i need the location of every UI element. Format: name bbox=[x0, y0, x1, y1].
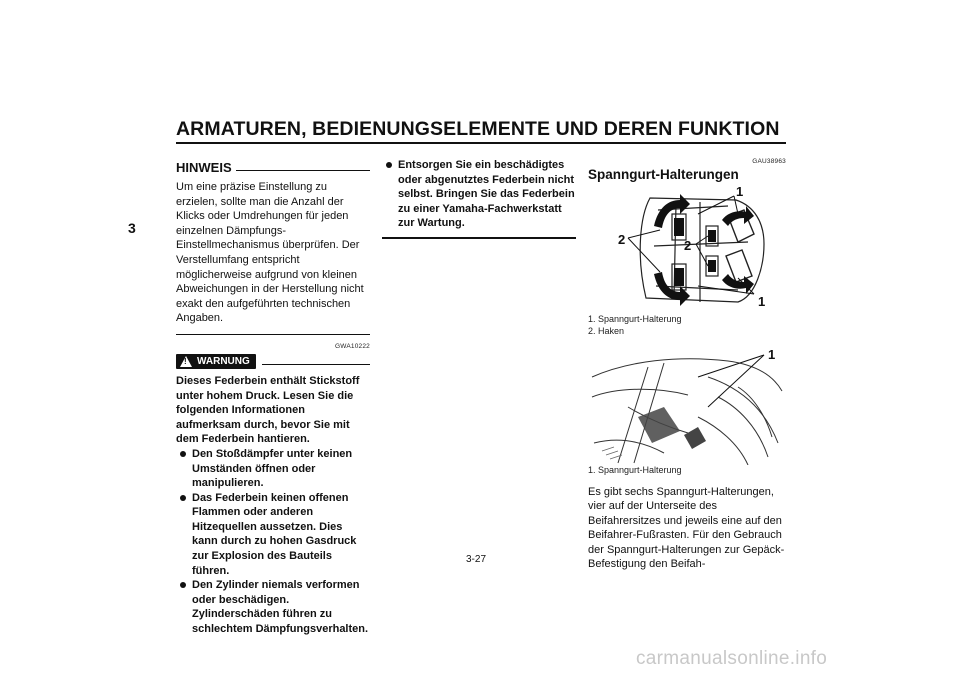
bullet-dot-icon bbox=[176, 578, 192, 636]
seat-underside-drawing bbox=[588, 186, 786, 314]
warning-triangle-icon: ! bbox=[180, 356, 192, 367]
figure-footrest bbox=[588, 347, 786, 465]
figure1-caption-1: 1. Spanngurt-Halterung bbox=[588, 314, 682, 324]
warning-badge bbox=[176, 354, 256, 369]
warning-bullet-text: Den Stoßdämpfer unter keinen Umständen öffnen oder manipulieren. bbox=[192, 447, 353, 490]
warning-bullet-text: Entsorgen Sie ein beschädigtes oder abgenutztes Federbein nicht selbst. Bringen Sie das Federbein zu einer Yamaha-Fachwerkstatt zur Wartung. bbox=[398, 159, 575, 230]
figure1-caption-2: 2. Haken bbox=[588, 325, 625, 336]
warning-heading-rule bbox=[262, 364, 370, 365]
column-middle bbox=[382, 158, 576, 239]
figure1-callout-1: 1 bbox=[736, 186, 744, 199]
warning-end-rule bbox=[382, 237, 576, 239]
warning-bullet-1 bbox=[176, 447, 370, 491]
hinweis-text: Um eine präzise Einstellung zu erzielen, sollte man die Anzahl der Klicks oder Umdrehungen für jeden einzelnen Dämpfungs-Einstellmechanismus überprüfen. Der Verstellumfang entspricht möglicherweise aufgrund von kleinen Abweichungen in der Herstellung nicht exakt den aufgeführten technischen Angaben. bbox=[176, 181, 364, 325]
warning-label: WARNUNG bbox=[197, 356, 250, 368]
hinweis-heading bbox=[176, 158, 370, 176]
warning-intro: Dieses Federbein enthält Stickstoff unter hohem Druck. Lesen Sie die folgenden Informationen aufmerksam durch, bevor Sie mit dem Federbein hantieren. bbox=[176, 374, 360, 446]
section-heading: Spanngurt-Halterungen bbox=[588, 167, 739, 182]
warning-code: GWA10222 bbox=[335, 342, 370, 350]
hinweis-end-rule bbox=[176, 334, 370, 335]
column-right bbox=[588, 158, 786, 572]
warning-bullet-4 bbox=[382, 158, 576, 231]
bullet-dot-icon bbox=[176, 447, 192, 491]
figure-seat-underside bbox=[588, 186, 786, 314]
warning-bullet-text: Den Zylinder niemals verformen oder beschädigen. Zylinderschäden führen zu schlechtem Dämpfungsverhalten. bbox=[192, 579, 369, 636]
footrest-drawing bbox=[588, 347, 786, 465]
hinweis-heading-rule bbox=[236, 170, 370, 171]
warning-bullet-text: Das Federbein keinen offenen Flammen oder anderen Hitzequellen aussetzen. Dies kann durch zu hohen Gasdruck zur Explosion des Bauteils führen. bbox=[192, 491, 357, 577]
page-title: ARMATUREN, BEDIENUNGSELEMENTE UND DEREN FUNKTION bbox=[176, 118, 780, 140]
figure1-callout-2: 2 bbox=[618, 232, 626, 247]
warning-heading bbox=[176, 354, 370, 370]
bullet-dot-icon bbox=[382, 158, 398, 231]
figure2-callout-1: 1 bbox=[768, 347, 776, 362]
bullet-dot-icon bbox=[176, 491, 192, 579]
warning-bullet-2 bbox=[176, 491, 370, 579]
watermark: carmanualsonline.info bbox=[636, 648, 828, 669]
figure2-caption-1: 1. Spanngurt-Halterung bbox=[588, 465, 682, 475]
figure1-callout-3: 2 bbox=[684, 238, 692, 253]
title-rule bbox=[176, 142, 786, 144]
column-left bbox=[176, 158, 370, 637]
section-text: Es gibt sechs Spanngurt-Halterungen, vier auf der Unterseite des Beifahrersitzes und jeweils eine auf den Beifahrer-Fußrasten. Für den Gebrauch der Spanngurt-Halterungen zur Gepäck-Befestigung den Beifah- bbox=[588, 485, 785, 571]
page-number: 3-27 bbox=[466, 554, 487, 565]
warning-bullet-3 bbox=[176, 578, 370, 636]
section-code: GAU38963 bbox=[752, 158, 786, 165]
figure1-callout-4: 1 bbox=[758, 294, 766, 309]
chapter-number: 3 bbox=[128, 220, 136, 236]
hinweis-heading-label: HINWEIS bbox=[176, 159, 232, 175]
